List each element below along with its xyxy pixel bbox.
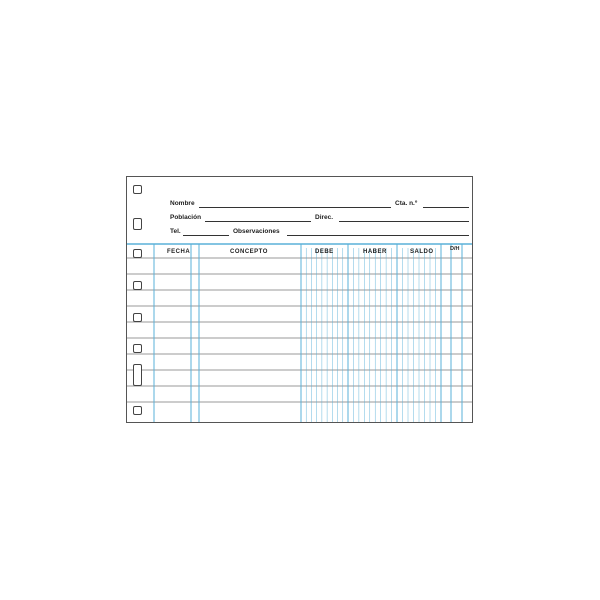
nombre-label: Nombre xyxy=(170,200,195,207)
binder-hole-2 xyxy=(133,218,142,230)
poblacion-label: Población xyxy=(170,214,202,221)
binder-hole-6 xyxy=(133,344,142,353)
col-concepto: CONCEPTO xyxy=(230,249,268,255)
cta-label: Cta. n.º xyxy=(395,200,418,207)
binder-hole-5 xyxy=(133,313,142,322)
binder-hole-1 xyxy=(133,185,142,194)
col-dh: D/H xyxy=(450,246,460,252)
binder-hole-7 xyxy=(133,364,142,386)
nombre-field[interactable] xyxy=(199,207,391,208)
tel-field[interactable] xyxy=(183,235,229,236)
binder-hole-4 xyxy=(133,281,142,290)
col-debe: DEBE xyxy=(315,249,334,255)
binder-hole-8 xyxy=(133,406,142,415)
ledger-card xyxy=(126,176,473,423)
col-haber: HABER xyxy=(363,249,387,255)
poblacion-field[interactable] xyxy=(205,221,311,222)
observaciones-label: Observaciones xyxy=(233,228,280,235)
binder-hole-3 xyxy=(133,249,142,258)
col-fecha: FECHA xyxy=(167,249,191,255)
observaciones-field[interactable] xyxy=(287,235,469,236)
col-saldo: SALDO xyxy=(410,249,434,255)
direc-field[interactable] xyxy=(339,221,469,222)
direc-label: Direc. xyxy=(315,214,334,221)
tel-label: Tel. xyxy=(170,228,181,235)
cta-field[interactable] xyxy=(423,207,469,208)
